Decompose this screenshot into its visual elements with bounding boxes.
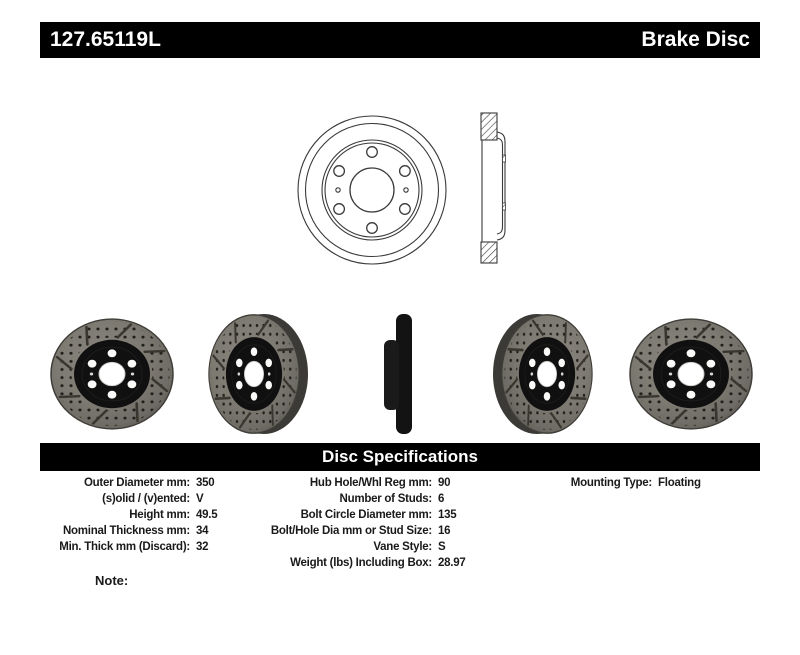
spec-row-vane-style — [280, 539, 540, 555]
spec-row-solid-vented — [40, 491, 290, 507]
header-bar — [40, 22, 760, 58]
spec-value: 16 — [438, 525, 451, 537]
spec-value: 32 — [196, 541, 209, 553]
product-type-title: Brake Disc — [641, 28, 750, 51]
spec-row-outer-diameter — [40, 475, 290, 491]
spec-row-number-of-studs — [280, 491, 540, 507]
spec-value: 6 — [438, 493, 445, 505]
spec-column-left — [40, 475, 290, 555]
spec-value: 28.97 — [438, 557, 466, 569]
brake-disc-front-view-drawing — [295, 113, 449, 267]
spec-row-bolt-circle-diameter — [280, 507, 540, 523]
spec-label: Vane Style: — [373, 541, 432, 553]
spec-label: Bolt Circle Diameter mm: — [300, 509, 432, 521]
spec-column-middle — [270, 475, 540, 571]
spec-label: Bolt/Hole Dia mm or Stud Size: — [270, 525, 432, 537]
spec-row-min-thick — [40, 539, 290, 555]
spec-label: Outer Diameter mm: — [83, 477, 190, 489]
spec-value: S — [438, 541, 446, 553]
note-label: Note: — [95, 573, 129, 588]
spec-value: 135 — [438, 509, 457, 521]
spec-row-nominal-thickness — [40, 523, 290, 539]
rotor-photo-angled-right — [492, 311, 596, 437]
rotor-photo-front-right — [628, 317, 754, 431]
disc-specifications-title: Disc Specifications — [322, 447, 478, 466]
spec-column-right — [530, 475, 770, 491]
spec-value: 49.5 — [196, 509, 218, 521]
spec-value: 350 — [196, 477, 215, 489]
disc-specifications-bar — [40, 443, 760, 471]
spec-value: 34 — [196, 525, 209, 537]
spec-label: Mounting Type: — [570, 477, 652, 489]
rotor-photo-front-left — [49, 317, 175, 431]
spec-label: Number of Studs: — [339, 493, 432, 505]
spec-label: Weight (lbs) Including Box: — [290, 557, 432, 569]
spec-label: Nominal Thickness mm: — [62, 525, 190, 537]
spec-label: (s)olid / (v)ented: — [102, 493, 190, 505]
brake-disc-cross-section-drawing — [476, 106, 512, 270]
spec-label: Min. Thick mm (Discard): — [59, 541, 190, 553]
rotor-photo-edge-view — [381, 313, 413, 435]
spec-label: Hub Hole/Whl Reg mm: — [309, 477, 432, 489]
spec-row-weight — [280, 555, 540, 571]
spec-label: Height mm: — [129, 509, 190, 521]
spec-value: V — [196, 493, 204, 505]
spec-row-mounting-type — [530, 475, 770, 491]
spec-row-bolt-hole-dia — [270, 523, 540, 539]
spec-value: 90 — [438, 477, 451, 489]
spec-value: Floating — [658, 477, 701, 489]
rotor-photo-angled-left — [205, 311, 309, 437]
part-number: 127.65119L — [50, 28, 161, 51]
spec-row-height — [40, 507, 290, 523]
spec-row-hub-hole — [280, 475, 540, 491]
